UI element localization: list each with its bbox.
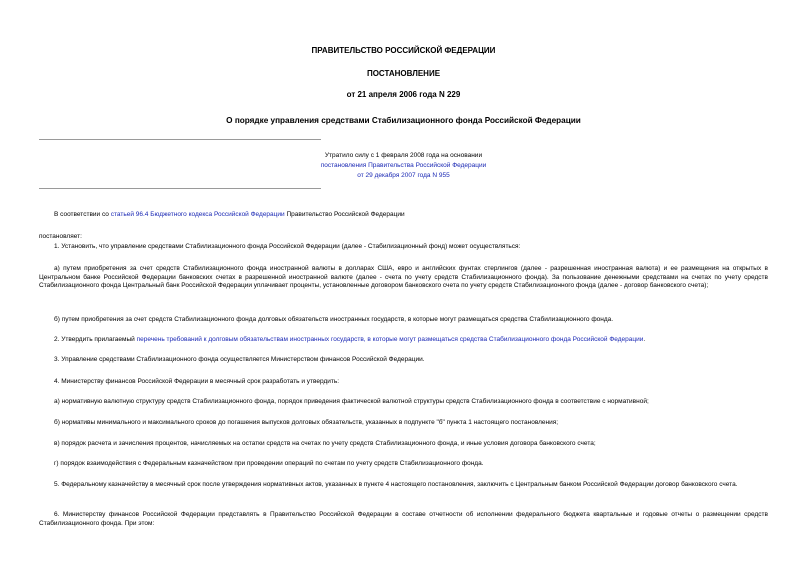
government-heading: ПРАВИТЕЛЬСТВО РОССИЙСКОЙ ФЕДЕРАЦИИ xyxy=(311,46,496,55)
lost-force-note xyxy=(270,151,537,181)
lost-force-link-date[interactable]: от 29 декабря 2007 года N 955 xyxy=(357,172,450,179)
bottom-divider xyxy=(39,188,321,189)
paragraph-2-before: 2. Утвердить прилагаемый xyxy=(54,336,137,343)
paragraph-2-after: . xyxy=(643,336,646,343)
paragraph-4d-text: г) порядок взаимодействия с Федеральным казначейством при проведении операций по счетам по учету средств Стабилизационного фонда. xyxy=(54,460,484,467)
paragraph-5-text: 5. Федеральному казначейству в месячный срок после утверждения нормативных актов, указанных в пункте 4 настоящего постановления, заключить с Центральным банком Российской Федерации договор банковского счета. xyxy=(54,481,738,488)
lost-force-link-decree[interactable]: постановления Правительства Российской Федерации xyxy=(320,162,487,169)
preamble-text-before: В соответствии со xyxy=(54,211,111,218)
paragraph-2 xyxy=(39,336,768,345)
top-divider xyxy=(39,139,321,140)
paragraph-1-text: 1. Установить, что управление средствами Стабилизационного фонда Российской Федерации (далее - Стабилизационный фонд) может осуществляться: xyxy=(54,243,521,250)
paragraph-1a xyxy=(39,265,768,291)
paragraph-4c xyxy=(39,440,768,449)
paragraph-4d xyxy=(39,460,768,469)
decree-word xyxy=(39,233,768,242)
document-title: О порядке управления средствами Стабилизационного фонда Российской Федерации xyxy=(226,116,581,125)
paragraph-1b-text: б) путем приобретения за счет средств Стабилизационного фонда долговых обязательств иностранных государств, в которые могут размещаться средства Стабилизационного фонда. xyxy=(54,316,614,323)
preamble xyxy=(39,211,768,220)
paragraph-4c-text: в) порядок расчета и зачисления процентов, начисляемых на остатки средств на счетах по учету средств Стабилизационного фонда, и иные условия договора банковского счета; xyxy=(54,440,596,447)
paragraph-6-text: 6. Министерству финансов Российской Федерации представлять в Правительство Российской Федерации в составе отчетности об исполнении федерального бюджета квартальные и годовые отчеты о размещении средств Стабилизационного фонда. При этом: xyxy=(39,511,768,527)
paragraph-5 xyxy=(39,481,768,490)
paragraph-1 xyxy=(39,243,768,252)
preamble-text-after: Правительство Российской Федерации xyxy=(284,211,405,218)
budget-code-link[interactable]: статьей 96.4 Бюджетного кодекса Российской Федерации xyxy=(110,211,285,218)
doc-type-heading: ПОСТАНОВЛЕНИЕ xyxy=(366,69,441,78)
paragraph-1b xyxy=(39,316,768,325)
paragraph-3-text: 3. Управление средствами Стабилизационного фонда осуществляется Министерством финансов Российской Федерации. xyxy=(54,356,425,363)
paragraph-4 xyxy=(39,378,768,387)
paragraph-4a xyxy=(39,398,768,407)
paragraph-4-text: 4. Министерству финансов Российской Федерации в месячный срок разработать и утвердить: xyxy=(54,378,340,385)
decree-word-text: постановляет: xyxy=(39,233,82,240)
date-number-heading: от 21 апреля 2006 года N 229 xyxy=(346,90,461,99)
paragraph-4a-text: а) нормативную валютную структуру средств Стабилизационного фонда, порядок приведения фактической валютной структуры средств Стабилизационного фонда в соответствие с нормативной; xyxy=(54,398,649,405)
requirements-list-link[interactable]: перечень требований к долговым обязательствам иностранных государств, в которые могут размещаться средства Стабилизационного фонда Российской Федерации xyxy=(136,336,644,343)
paragraph-4b xyxy=(39,419,768,428)
paragraph-6 xyxy=(39,511,768,528)
paragraph-1a-text: а) путем приобретения за счет средств Стабилизационного фонда иностранной валюты в долларах США, евро и английских фунтах стерлингов (далее - разрешенная иностранная валюта) и ее размещения на открытых в Центральном банке Российской Федерации банковских счетах в разрешенной иностранной валюте (далее - счета по учету средств Стабилизационного фонда). За пользование денежными средствами на счетах по учету средств Стабилизационного фонда Центральный банк Российской Федерации уплачивает проценты, установленные договором банковского счета по учету средств Стабилизационного фонда (далее - договор банковского счета); xyxy=(39,265,768,290)
paragraph-3 xyxy=(39,356,768,365)
paragraph-4b-text: б) нормативы минимального и максимального сроков до погашения выпусков долговых обязательств, указанных в подпункте "б" пункта 1 настоящего постановления; xyxy=(54,419,559,426)
lost-force-text: Утратило силу с 1 февраля 2008 года на основании xyxy=(324,152,483,159)
